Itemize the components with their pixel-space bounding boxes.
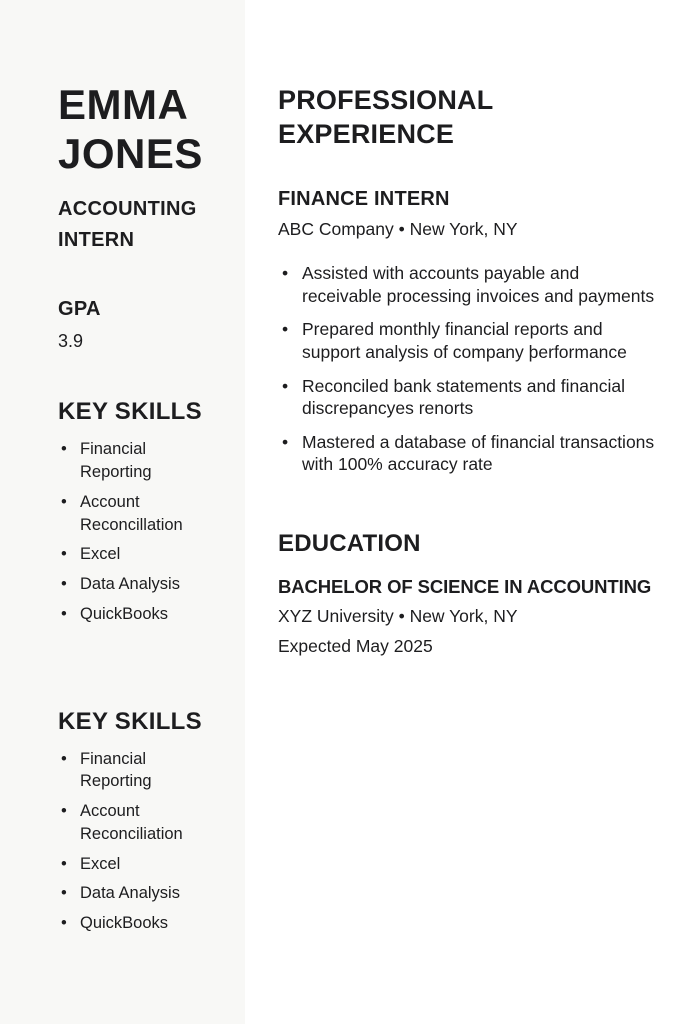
gpa-value: 3.9: [58, 331, 84, 352]
experience-heading: PROFESSIONAL EXPERIENCE: [278, 85, 493, 149]
school-location-line: XYZ University • New York, NY: [278, 605, 518, 626]
skill-item: • Excel: [58, 543, 205, 566]
experience-bullet: • Reconciled bank statements and financial discrepancyes renorts: [278, 375, 659, 420]
gpa-block: [58, 298, 205, 352]
experience-bullet: • Prepared monthly financial reports and support analysis of company þerformance: [278, 318, 659, 363]
experience-bullet-list: [278, 262, 659, 476]
skills-list-secondary: [58, 748, 205, 935]
education-heading: EDUCATION: [278, 529, 421, 557]
skill-item: • QuickBooks: [58, 603, 205, 626]
education-section: [278, 530, 659, 658]
skill-item: • Financial Reporting: [58, 748, 205, 794]
experience-bullet: • Mastered a database of financial transactions with 100% accuracy rate: [278, 431, 659, 476]
candidate-title: ACCOUNTING INTERN: [58, 198, 197, 252]
skill-item: • Financial Reporting: [58, 438, 205, 484]
main-content: [245, 0, 683, 1024]
job-title: FINANCE INTERN: [278, 187, 450, 210]
company-location-line: ABC Company • New York, NY: [278, 218, 518, 239]
skill-item: • QuickBooks: [58, 912, 205, 935]
key-skills-heading: KEY SKILLS: [58, 707, 202, 735]
skills-list-primary: [58, 438, 205, 625]
skill-item: • Account Reconcillation: [58, 491, 205, 537]
key-skills-section-secondary: [58, 708, 205, 935]
graduation-date-line: Expected May 2025: [278, 635, 433, 656]
key-skills-heading: KEY SKILLS: [58, 398, 202, 426]
degree-title: BACHELOR OF SCIENCE IN ACCOUNTING: [278, 575, 652, 597]
skill-item: • Excel: [58, 853, 205, 876]
skill-item: • Data Analysis: [58, 882, 205, 905]
experience-bullet: • Assisted with accounts payable and receivable processing invoices and payments: [278, 262, 659, 307]
experience-section: [278, 84, 659, 476]
sidebar: [0, 0, 245, 1024]
key-skills-section-primary: [58, 398, 205, 625]
gpa-label: GPA: [58, 298, 101, 321]
skill-item: • Account Reconciliation: [58, 800, 205, 846]
skill-item: • Data Analysis: [58, 573, 205, 596]
candidate-name: EMMA JONES: [58, 81, 203, 178]
